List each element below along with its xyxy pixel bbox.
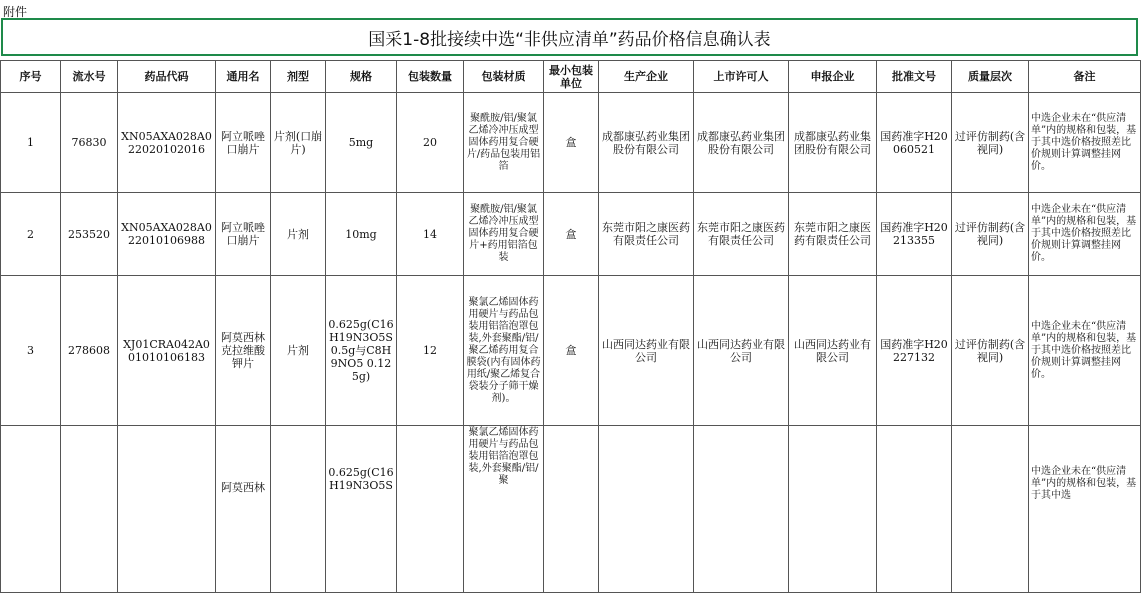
note-cell: 中选企业未在“供应清单”内的规格和包装，基于其中选价格按照差比价规则计算调整挂网价。: [1029, 276, 1141, 426]
applicant-cell: 东莞市阳之康医药有限责任公司: [789, 193, 877, 276]
seq-cell: [1, 426, 61, 593]
header-cell: 药品代码: [118, 61, 216, 93]
mah-cell: [694, 426, 789, 593]
generic-name-cell: 阿立哌唑口崩片: [216, 193, 271, 276]
pack-qty-cell: 14: [397, 193, 464, 276]
drug-code-cell: XN05AXA028A022020102016: [118, 93, 216, 193]
manufacturer-cell: [599, 426, 694, 593]
note-cell: 中选企业未在“供应清单”内的规格和包装，基于其中选: [1029, 426, 1141, 593]
header-row: [1, 61, 1141, 93]
mah-cell: 成都康弘药业集团股份有限公司: [694, 93, 789, 193]
applicant-cell: 成都康弘药业集团股份有限公司: [789, 93, 877, 193]
attachment-label: 附件: [3, 5, 28, 19]
quality-level-cell: 过评仿制药(含视同): [952, 193, 1029, 276]
header-cell: 包装数量: [397, 61, 464, 93]
quality-level-cell: 过评仿制药(含视同): [952, 93, 1029, 193]
seq-cell: 3: [1, 276, 61, 426]
dosage-form-cell: 片剂: [271, 276, 326, 426]
generic-name-cell: 阿莫西林: [216, 426, 271, 593]
header-cell: 申报企业: [789, 61, 877, 93]
mah-cell: 山西同达药业有限公司: [694, 276, 789, 426]
header-cell: 通用名: [216, 61, 271, 93]
min-unit-cell: 盒: [544, 276, 599, 426]
drug-code-cell: [118, 426, 216, 593]
approval-number-cell: 国药准字H20213355: [877, 193, 952, 276]
header-cell: 规格: [326, 61, 397, 93]
serial-cell: 278608: [61, 276, 118, 426]
pack-qty-cell: 20: [397, 93, 464, 193]
header-cell: 生产企业: [599, 61, 694, 93]
note-cell: 中选企业未在“供应清单”内的规格和包装，基于其中选价格按照差比价规则计算调整挂网价。: [1029, 193, 1141, 276]
pack-material-cell: 聚酰胺/铝/聚氯乙烯冷冲压成型固体药用复合硬片/药品包装用铝箔: [464, 93, 544, 193]
manufacturer-cell: 山西同达药业有限公司: [599, 276, 694, 426]
header-cell: 剂型: [271, 61, 326, 93]
note-cell: 中选企业未在“供应清单”内的规格和包装，基于其中选价格按照差比价规则计算调整挂网价。: [1029, 93, 1141, 193]
document-title: 国采1-8批接续中选“非供应清单”药品价格信息确认表: [1, 18, 1138, 56]
min-unit-cell: 盒: [544, 93, 599, 193]
table-row: [1, 426, 1141, 593]
quality-level-cell: 过评仿制药(含视同): [952, 276, 1029, 426]
pack-qty-cell: 12: [397, 276, 464, 426]
header-cell: 质量层次: [952, 61, 1029, 93]
header-cell: 备注: [1029, 61, 1141, 93]
header-cell: 序号: [1, 61, 61, 93]
spec-cell: 10mg: [326, 193, 397, 276]
price-confirmation-table: [0, 60, 1141, 593]
spec-cell: 0.625g(C16H19N3O5S 0.5g与C8H9NO5 0.125g): [326, 276, 397, 426]
header-cell: 流水号: [61, 61, 118, 93]
dosage-form-cell: [271, 426, 326, 593]
drug-code-cell: XJ01CRA042A001010106183: [118, 276, 216, 426]
drug-code-cell: XN05AXA028A022010106988: [118, 193, 216, 276]
manufacturer-cell: 成都康弘药业集团股份有限公司: [599, 93, 694, 193]
pack-material-cell: 聚氯乙烯固体药用硬片与药品包装用铝箔泡罩包装,外套聚酯/铝/聚乙烯药用复合膜袋(内有固体药用纸/聚乙烯复合袋装分子筛干燥剂)。: [464, 276, 544, 426]
min-unit-cell: 盒: [544, 193, 599, 276]
pack-material-cell: 聚酰胺/铝/聚氯乙烯冷冲压成型固体药用复合硬片+药用铝箔包装: [464, 193, 544, 276]
generic-name-cell: 阿立哌唑口崩片: [216, 93, 271, 193]
approval-number-cell: [877, 426, 952, 593]
serial-cell: 76830: [61, 93, 118, 193]
serial-cell: 253520: [61, 193, 118, 276]
table-row: [1, 193, 1141, 276]
spec-cell: 0.625g(C16H19N3O5S: [326, 426, 397, 593]
approval-number-cell: 国药准字H20227132: [877, 276, 952, 426]
serial-cell: [61, 426, 118, 593]
applicant-cell: 山西同达药业有限公司: [789, 276, 877, 426]
header-cell: 上市许可人: [694, 61, 789, 93]
generic-name-cell: 阿莫西林克拉维酸钾片: [216, 276, 271, 426]
mah-cell: 东莞市阳之康医药有限责任公司: [694, 193, 789, 276]
applicant-cell: [789, 426, 877, 593]
approval-number-cell: 国药准字H20060521: [877, 93, 952, 193]
spec-cell: 5mg: [326, 93, 397, 193]
table-row: [1, 93, 1141, 193]
pack-qty-cell: [397, 426, 464, 593]
manufacturer-cell: 东莞市阳之康医药有限责任公司: [599, 193, 694, 276]
header-cell: 包装材质: [464, 61, 544, 93]
dosage-form-cell: 片剂: [271, 193, 326, 276]
header-cell: 批准文号: [877, 61, 952, 93]
pack-material-cell: 聚氯乙烯固体药用硬片与药品包装用铝箔泡罩包装,外套聚酯/铝/聚: [464, 426, 544, 593]
seq-cell: 2: [1, 193, 61, 276]
dosage-form-cell: 片剂(口崩片): [271, 93, 326, 193]
min-unit-cell: [544, 426, 599, 593]
quality-level-cell: [952, 426, 1029, 593]
header-cell: 最小包装单位: [544, 61, 599, 93]
seq-cell: 1: [1, 93, 61, 193]
table-row: [1, 276, 1141, 426]
